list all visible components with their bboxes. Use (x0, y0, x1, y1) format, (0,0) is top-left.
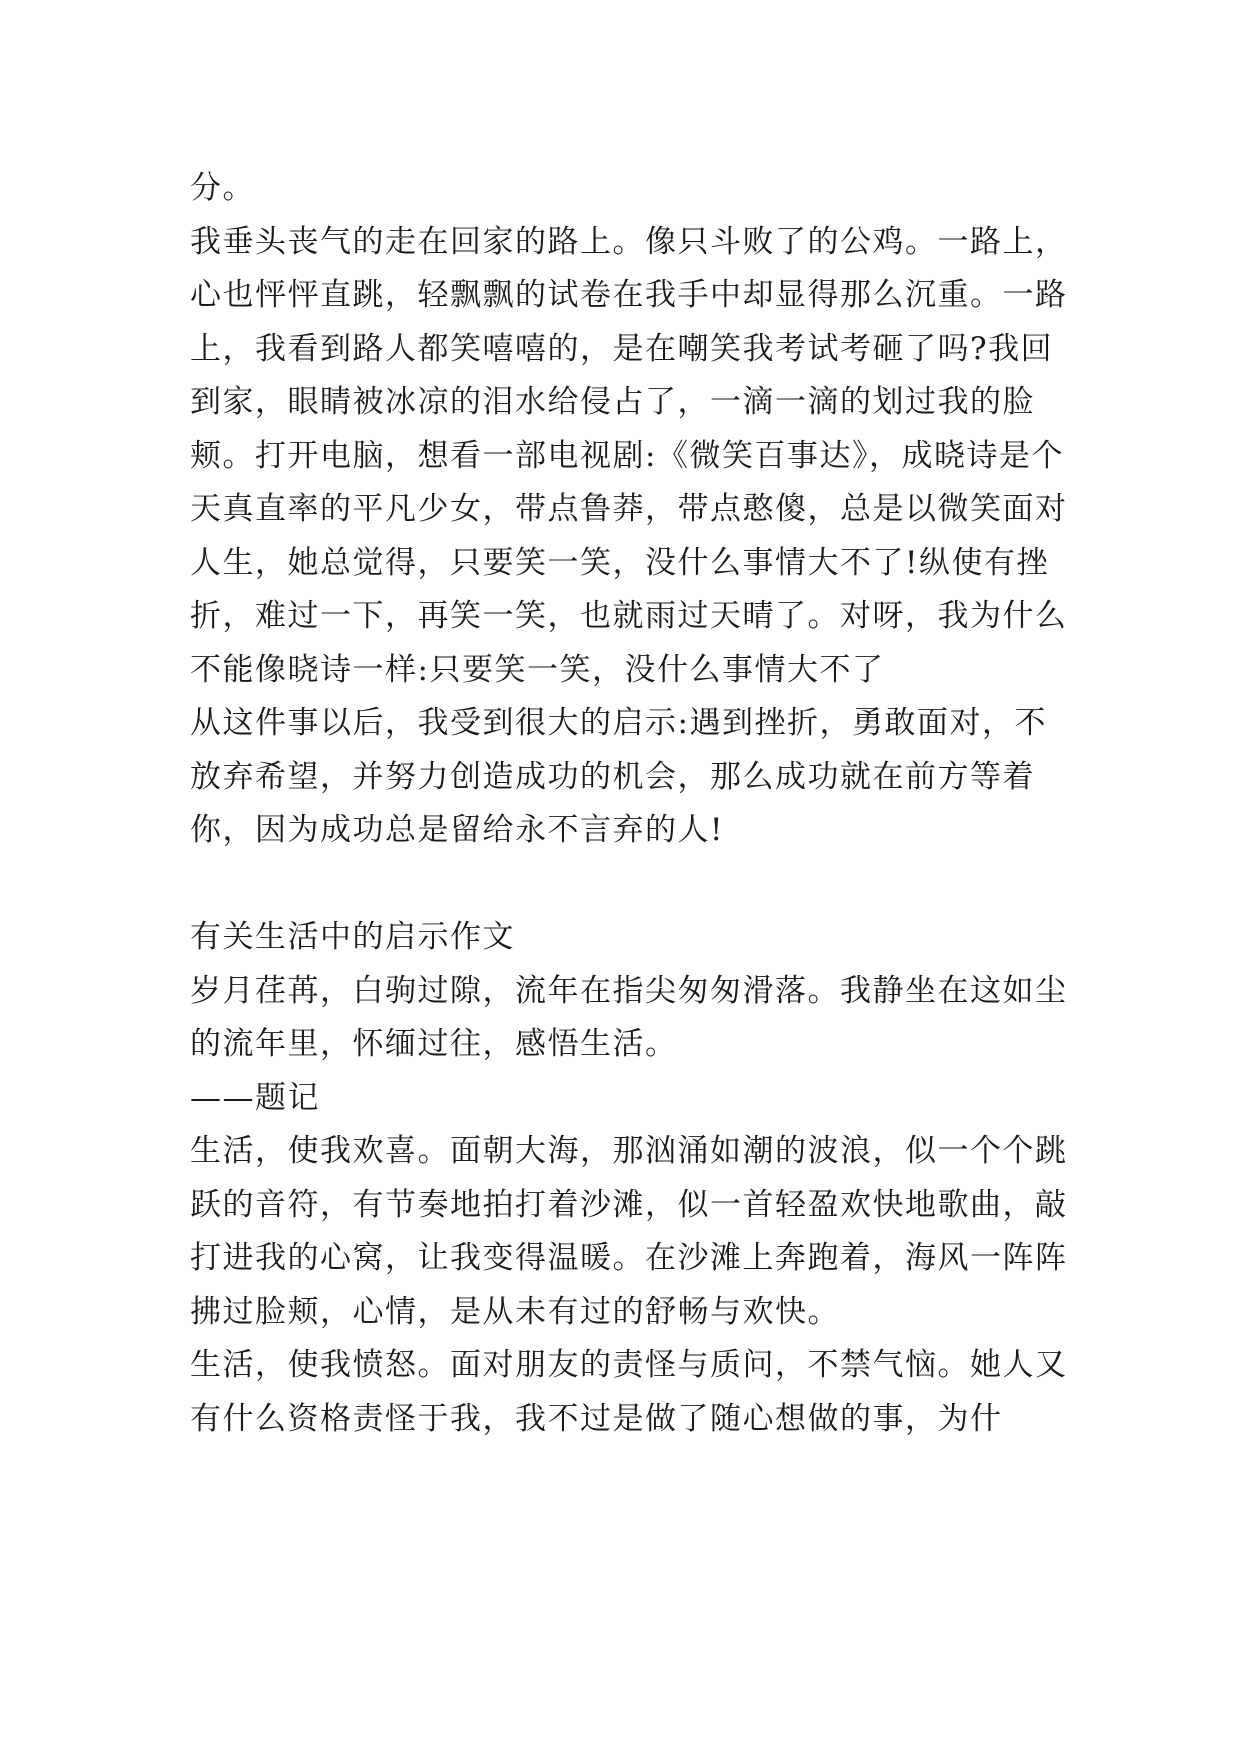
essay-intro: 岁月荏苒，白驹过隙，流年在指尖匆匆滑落。我静坐在这如尘的流年里，怀缅过往，感悟生活。 (190, 972, 1068, 1062)
essay-title: 有关生活中的启示作文 (190, 919, 515, 955)
paragraph-joy: 生活，使我欢喜。面朝大海，那汹涌如潮的波浪，似一个个跳跃的音符，有节奏地拍打着沙滩，似一首轻盈欢快地歌曲，敲打进我的心窝，让我变得温暖。在沙滩上奔跑着，海风一阵阵拂过脸颊，心情，是从未有过的舒畅与欢快。 (190, 1133, 1068, 1330)
epigraph: ——题记 (190, 1079, 320, 1116)
essay-text (190, 162, 1070, 1446)
paragraph-lesson: 从这件事以后，我受到很大的启示:遇到挫折，勇敢面对，不放弃希望，并努力创造成功的机会，那么成功就在前方等着你，因为成功总是留给永不言弃的人! (190, 705, 1047, 848)
continued-fragment: 分。 (190, 170, 255, 206)
paragraph-anger: 生活，使我愤怒。面对朋友的责怪与质问，不禁气恼。她人又有什么资格责怪于我，我不过是做了随心想做的事，为什 (190, 1347, 1068, 1437)
section-gap (190, 858, 1070, 912)
paragraph-story: 我垂头丧气的走在回家的路上。像只斗败了的公鸡。一路上，心也怦怦直跳，轻飘飘的试卷在我手中却显得那么沉重。一路上，我看到路人都笑嘻嘻的，是在嘲笑我考试考砸了吗?我回到家，眼睛被冰凉的泪水给侵占了，一滴一滴的划过我的脸颊。打开电脑，想看一部电视剧:《微笑百事达》，成晓诗是个天真直率的平凡少女，带点鲁莽，带点憨傻，总是以微笑面对人生，她总觉得，只要笑一笑，没什么事情大不了!纵使有挫折，难过一下，再笑一笑，也就雨过天晴了。对呀，我为什么不能像晓诗一样:只要笑一笑，没什么事情大不了 (190, 223, 1068, 688)
